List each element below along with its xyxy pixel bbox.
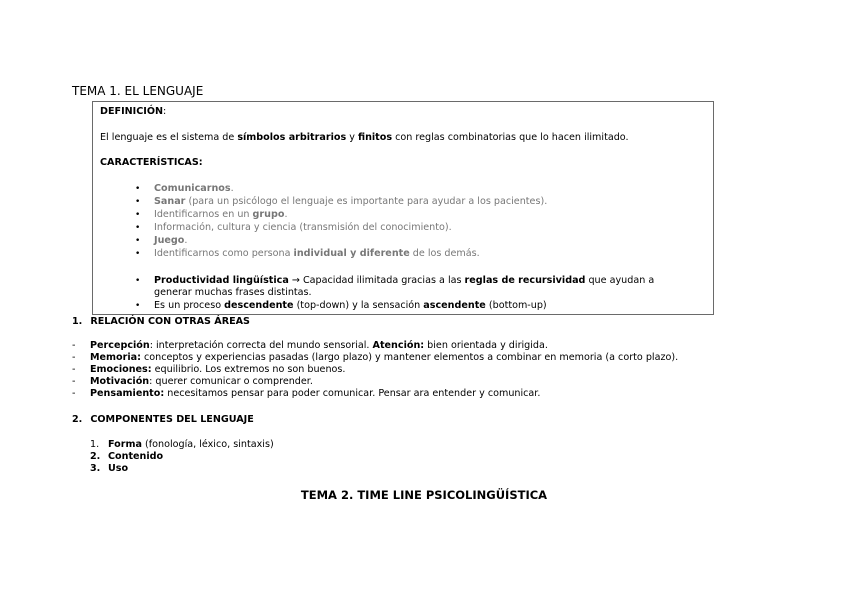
section-heading-componentes	[72, 414, 254, 426]
list-item-text: que ayudan a	[585, 275, 655, 286]
list-item	[90, 451, 274, 463]
definition-part-bold: símbolos arbitrarios	[237, 132, 347, 143]
item-number: 3.	[90, 463, 101, 474]
componentes-list	[90, 439, 274, 475]
characteristics-heading-text: CARACTERÍSTICAS:	[100, 157, 203, 168]
list-item-text: Capacidad ilimitada gracias a las	[302, 275, 465, 286]
description: necesitamos pensar para poder comunicar. Pensar ara entender y comunicar.	[164, 388, 541, 399]
bullet-icon: •	[135, 301, 141, 311]
list-item	[135, 183, 547, 196]
arrow-icon: →	[288, 275, 303, 286]
section-title: COMPONENTES DEL LENGUAJE	[90, 414, 254, 425]
description: : interpretación correcta del mundo sensorial.	[149, 340, 373, 351]
definition-part-bold: finitos	[357, 132, 393, 143]
list-item	[72, 364, 678, 376]
dash-bullet: -	[72, 388, 76, 399]
list-item-bold: Sanar	[154, 196, 186, 207]
term: Pensamiento:	[90, 388, 165, 399]
definition-part: El lenguaje es el sistema de	[100, 132, 238, 143]
term: Percepción	[90, 340, 150, 351]
term: Uso	[108, 463, 129, 474]
term: Contenido	[108, 451, 164, 462]
list-item	[72, 376, 678, 388]
description: bien orientada y dirigida.	[424, 340, 548, 351]
list-item-text: Es un proceso	[154, 300, 225, 311]
item-number: 1.	[90, 439, 100, 450]
description: : querer comunicar o comprender.	[149, 376, 313, 387]
list-item-bold: Productividad lingüística	[154, 275, 289, 286]
page-title: TEMA 1. EL LENGUAJE	[72, 84, 204, 98]
definition-heading: DEFINICIÓN	[100, 106, 164, 117]
relacion-list	[72, 340, 678, 400]
bullet-icon: •	[135, 236, 141, 246]
bullet-icon: •	[135, 210, 141, 220]
list-item	[90, 439, 274, 451]
definition-part: y	[346, 132, 358, 143]
section-title-tema2: TEMA 2. TIME LINE PSICOLINGÜÍSTICA	[300, 488, 548, 502]
definition-text	[100, 132, 629, 144]
description: (fonología, léxico, sintaxis)	[141, 439, 274, 450]
list-item	[135, 209, 547, 222]
list-item-pre: Identificarnos en un	[154, 209, 253, 220]
section-number: 2.	[72, 414, 83, 425]
section-number: 1.	[72, 316, 83, 327]
dash-bullet: -	[72, 364, 76, 375]
list-item	[135, 222, 547, 235]
definition-heading-line	[100, 106, 166, 118]
list-item-bold: grupo	[252, 209, 285, 220]
definition-part: con reglas combinatorias que lo hacen ilimitado.	[392, 132, 629, 143]
description: conceptos y experiencias pasadas (largo plazo) y mantener elementos a combinar en memoria (a corto plazo).	[140, 352, 679, 363]
dash-bullet: -	[72, 340, 76, 351]
section-title: RELACIÓN CON OTRAS ÁREAS	[90, 316, 250, 327]
characteristics-list	[135, 183, 547, 261]
productivity-list	[135, 275, 654, 313]
list-item	[135, 275, 654, 300]
bullet-icon: •	[135, 184, 141, 194]
item-number: 2.	[90, 451, 101, 462]
term: Motivación	[90, 376, 150, 387]
list-item-rest: .	[230, 183, 234, 194]
list-item-rest: (para un psicólogo el lenguaje es importante para ayudar a los pacientes).	[185, 196, 548, 207]
list-item	[72, 388, 678, 400]
list-item-bold: individual y diferente	[293, 248, 410, 259]
list-item	[72, 352, 678, 364]
list-item-bold: ascendente	[423, 300, 486, 311]
bullet-icon: •	[135, 276, 141, 286]
list-item	[135, 235, 547, 248]
list-item-rest: de los demás.	[409, 248, 480, 259]
term: Emociones:	[90, 364, 152, 375]
bullet-icon: •	[135, 223, 141, 233]
list-item-rest: .	[184, 235, 188, 246]
list-item	[135, 248, 547, 261]
list-item-bold: reglas de recursividad	[464, 275, 586, 286]
bullet-icon: •	[135, 249, 141, 259]
section-heading-relacion	[72, 316, 250, 328]
list-item	[90, 463, 274, 475]
list-item	[135, 300, 654, 313]
list-item-bold: descendente	[224, 300, 294, 311]
list-item	[135, 196, 547, 209]
characteristics-heading	[100, 157, 203, 169]
dash-bullet: -	[72, 376, 76, 387]
list-item-text: generar muchas frases distintas.	[154, 287, 312, 298]
list-item-rest: .	[284, 209, 288, 220]
term: Atención:	[372, 340, 425, 351]
list-item-bold: Juego	[154, 235, 185, 246]
term: Memoria:	[90, 352, 141, 363]
term: Forma	[108, 439, 142, 450]
list-item-pre: Identificarnos como persona	[154, 248, 294, 259]
list-item-pre: Información, cultura y ciencia (transmisión del conocimiento).	[154, 222, 452, 233]
definition-heading-colon: :	[163, 106, 167, 117]
list-item	[72, 340, 678, 352]
list-item-text: (top-down) y la sensación	[293, 300, 424, 311]
list-item-text: (bottom-up)	[485, 300, 547, 311]
bullet-icon: •	[135, 197, 141, 207]
description: equilibrio. Los extremos no son buenos.	[151, 364, 346, 375]
dash-bullet: -	[72, 352, 76, 363]
list-item-bold: Comunicarnos	[154, 183, 231, 194]
